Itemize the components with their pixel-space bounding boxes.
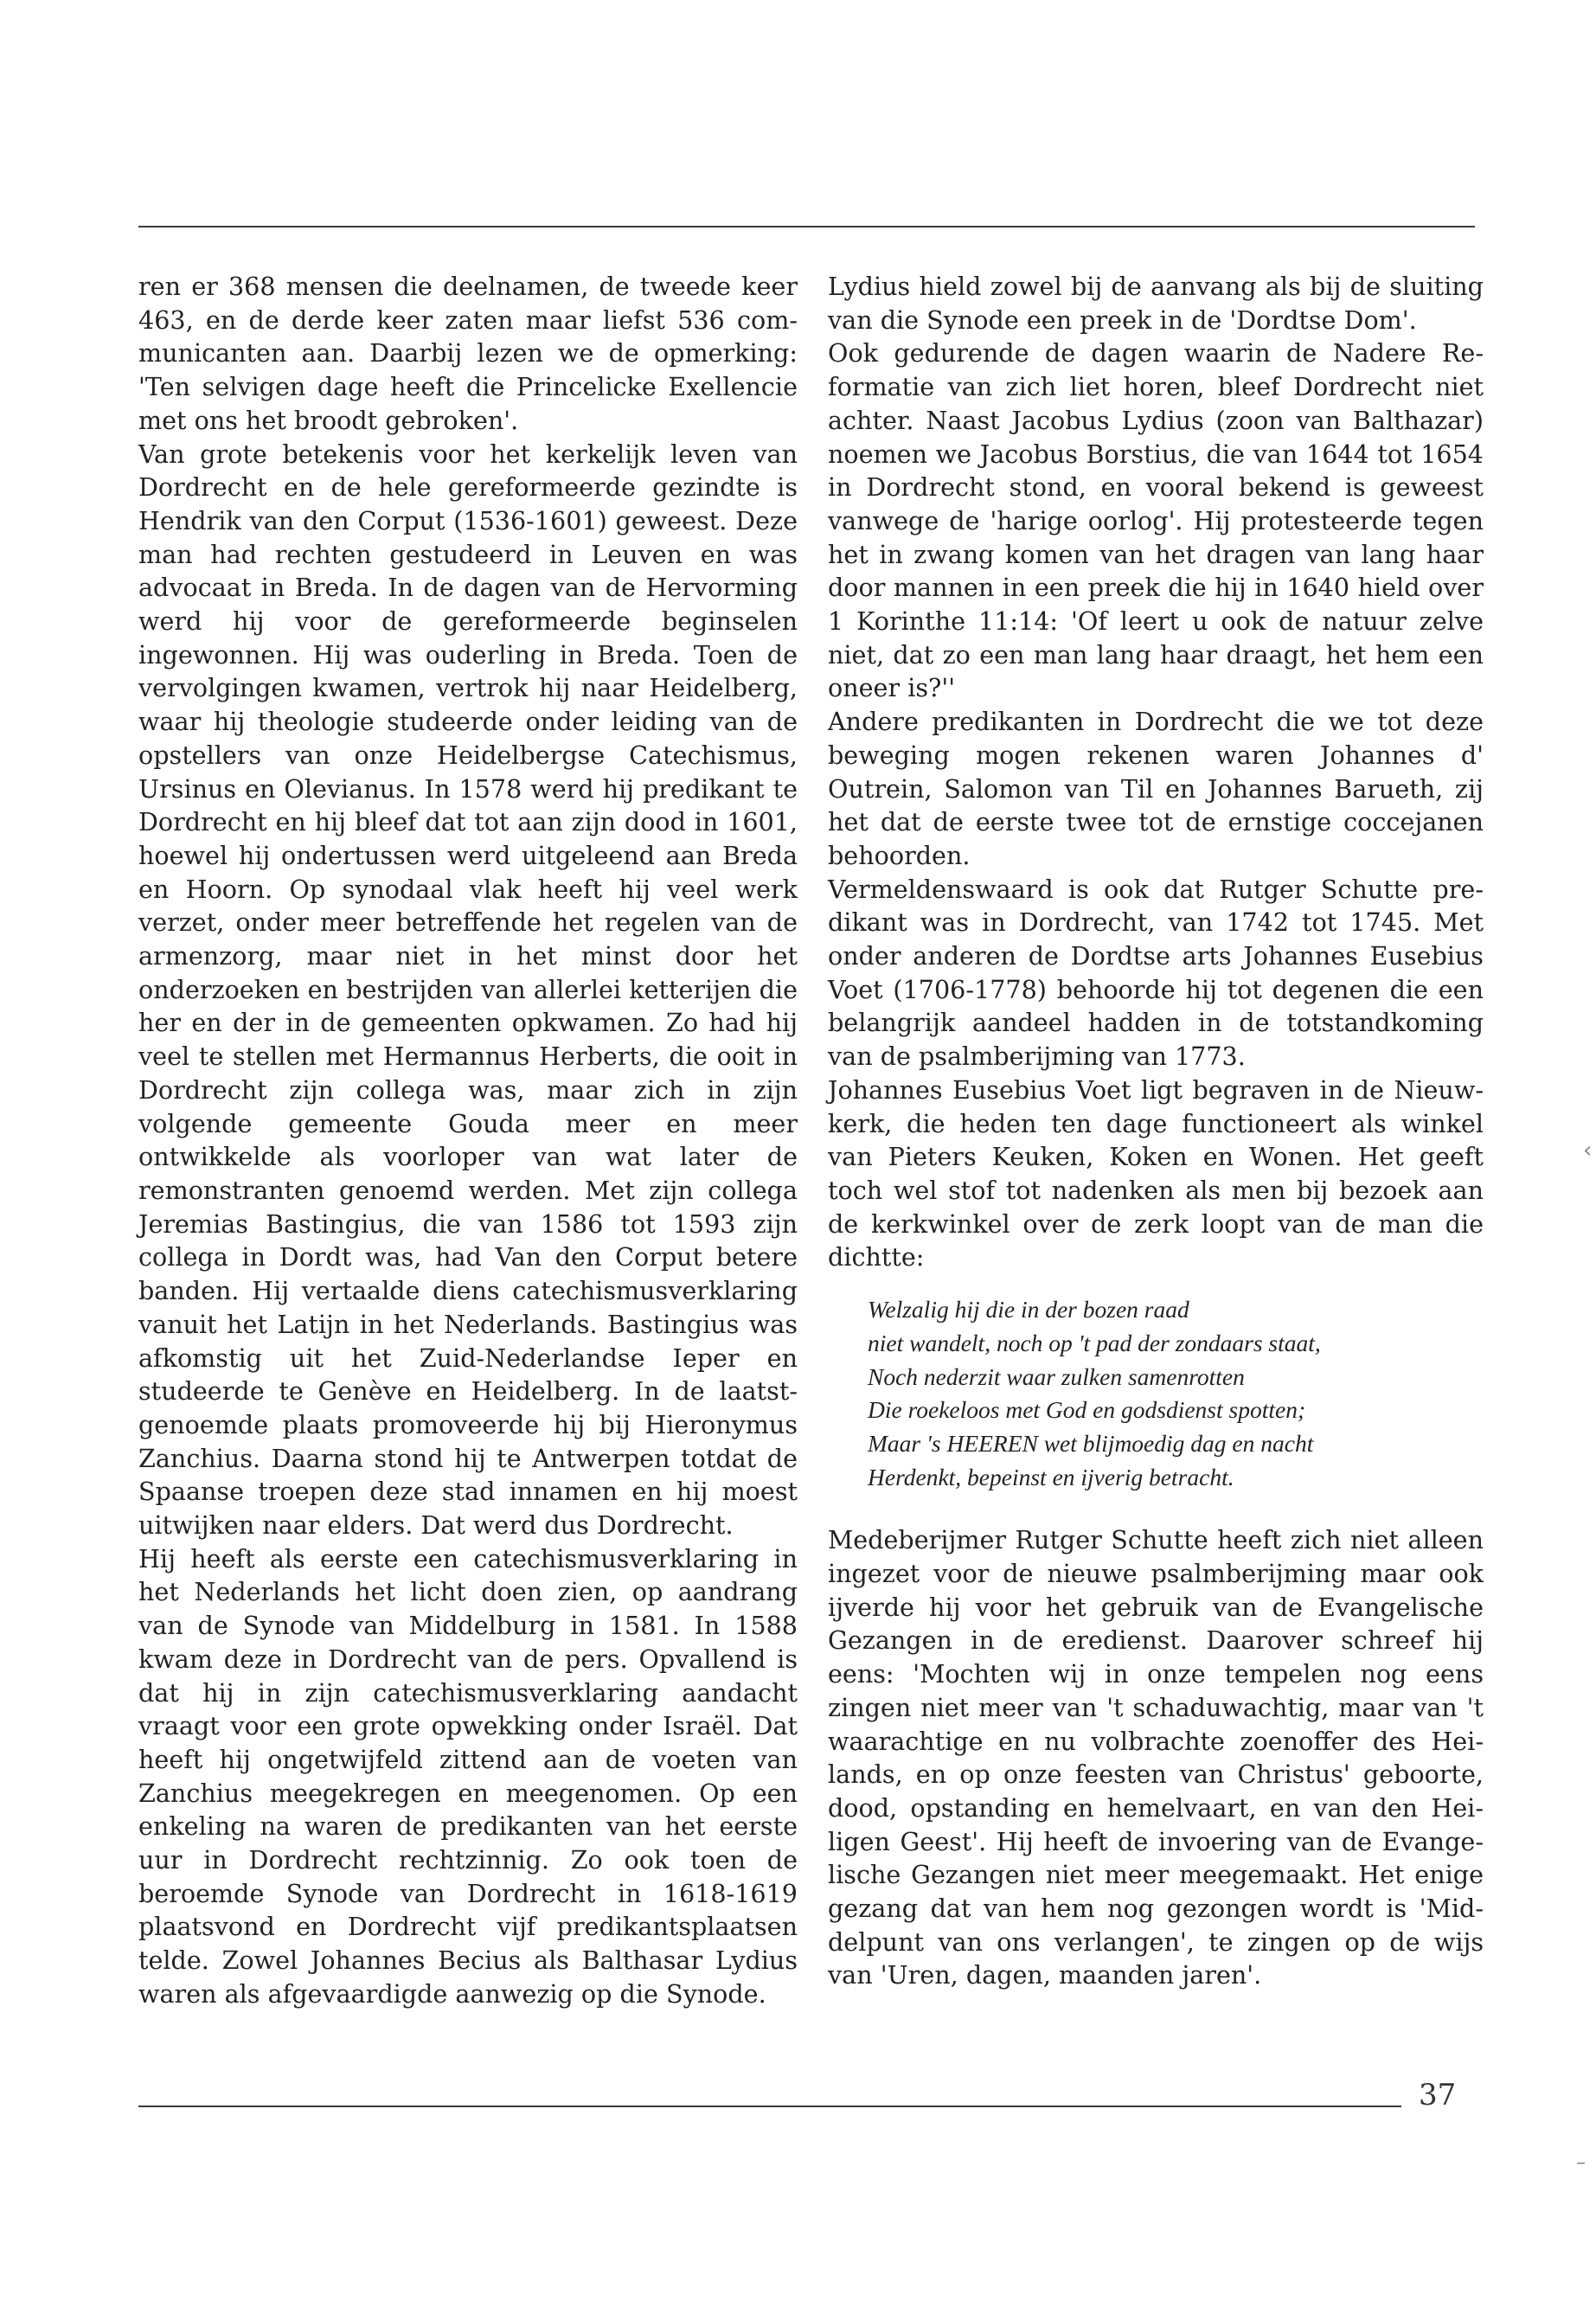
left-paragraph-3: Hij heeft als eerste een catechismusverklaring in het Nederlands het licht doen zien, op aandrang van de Synode van Middelburg in 1581. In 1588 kwam deze in Dordrecht van de pers. Opvallend is dat hij in zijn catechismusverklaring aandacht vraagt voor een grote opwekking onder Israël. Dat heeft hij ongetwijfeld zittend aan de voeten van Zanchius meegekregen en meegenomen. Op een enkeling na waren de predikanten van het eerste uur in Dordrecht rechtzinnig. Zo ook toen de beroemde Synode van Dordrecht in 1618-1619 plaatsvond en Dordrecht vijf predikantsplaatsen telde. Zowel Johannes Becius als Balthasar Lydius waren als afgevaardigde aanwezig op die Synode.: [138, 1543, 798, 2009]
margin-dash-icon: –: [1576, 2152, 1586, 2174]
left-paragraph-1: ren er 368 mensen die deelnamen, de tweede keer 463, en de derde keer zaten maar liefst 536 communicanten aan. Daarbij lezen we de opmerking: 'Ten selvigen dage heeft die Princelicke Exellencie met ons het broodt gebroken'.: [138, 272, 798, 435]
header-rule: [138, 226, 1475, 228]
right-paragraph-1: Lydius hield zowel bij de aanvang als bij de sluiting van die Synode een preek in de 'Dordtse Dom'.: [828, 272, 1484, 335]
poem-line: Die roekeloos met God en godsdienst spotten;: [868, 1396, 1306, 1424]
poem-line: Noch nederzit waar zulken samenrotten: [868, 1362, 1245, 1390]
right-text-column: [828, 270, 1484, 1992]
right-paragraph-5: Johannes Eusebius Voet ligt begraven in de Nieuwkerk, die heden ten dage functioneert als winkel van Pieters Keuken, Koken en Wonen. Het geeft toch wel stof tot nadenken als men bij bezoek aan de kerkwinkel over de zerk loopt van de man die dichtte:: [828, 1074, 1484, 1272]
page-number: 37: [1419, 2078, 1457, 2112]
right-paragraph-2: Ook gedurende de dagen waarin de Nadere Reformatie van zich liet horen, bleef Dordrecht niet achter. Naast Jacobus Lydius (zoon van Balthazar) noemen we Jacobus Borstius, die van 1644 tot 1654 in Dordrecht stond, en vooral bekend is geweest vanwege de 'harige oorlog'. Hij protesteerde tegen het in zwang komen van het dragen van lang haar door mannen in een preek die hij in 1640 hield over 1 Korinthe 11:14: 'Of leert u ook de natuur zelve niet, dat zo een man lang haar draagt, het hem een oneer is?'': [828, 338, 1484, 703]
left-paragraph-2: Van grote betekenis voor het kerkelijk leven van Dordrecht en de hele gereformeerde gezindte is Hendrik van den Corput (1536-1601) geweest. Deze man had rechten gestudeerd in Leuven en was advocaat in Breda. In de dagen van de Hervorming werd hij voor de gereformeerde beginselen ingewonnen. Hij was ouderling in Breda. Toen de vervolgingen kwamen, vertrok hij naar Heidelberg, waar hij theologie studeerde onder leiding van de opstellers van onze Heidelbergse Catechismus, Ursinus en Olevianus. In 1578 werd hij predikant te Dordrecht en hij bleef dat tot aan zijn dood in 1601, hoewel hij ondertussen werd uitgeleend aan Breda en Hoorn. Op synodaal vlak heeft hij veel werk verzet, onder meer betreffende het regelen van de armenzorg, maar niet in het minst door het onderzoeken en bestrijden van allerlei ketterijen die her en der in de gemeenten opkwamen. Zo had hij veel te stellen met Hermannus Herberts, die ooit in Dordrecht zijn collega was, maar zich in zijn volgende gemeente Gouda meer en meer ontwikkelde als voorloper van wat later de remonstranten genoemd werden. Met zijn collega Jeremias Bastingius, die van 1586 tot 1593 zijn collega in Dordt was, had Van den Corput betere banden. Hij vertaalde diens catechismusverklaring vanuit het Latijn in het Nederlands. Bastingius was afkomstig uit het Zuid-Nederlandse Ieper en studeerde te Genève en Heidelberg. In de laatstgenoemde plaats promoveerde hij bij Hieronymus Zanchius. Daarna stond hij te Antwerpen totdat de Spaanse troepen deze stad innamen en hij moest uitwijken naar elders. Dat werd dus Dordrecht.: [138, 439, 798, 1541]
psalm-quote: [868, 1293, 1484, 1494]
poem-line: Herdenkt, bepeinst en ijverig betracht.: [868, 1463, 1234, 1490]
right-paragraph-3: Andere predikanten in Dordrecht die we tot deze beweging mogen rekenen waren Johannes d' Outrein, Salomon van Til en Johannes Barueth, zij het dat de eerste twee tot de ernstige coccejanen behoorden.: [828, 707, 1484, 870]
closing-paragraph: Medeberijmer Rutger Schutte heeft zich niet alleen ingezet voor de nieuwe psalmberijming maar ook ijverde hij voor het gebruik van de Evangelische Gezangen in de eredienst. Daarover schreef hij eens: 'Mochten wij in onze tempelen nog eens zingen niet meer van 't schaduwachtig, maar van 't waarachtige en nu volbrachte zoenoffer des Heilands, en op onze feesten van Christus' geboorte, dood, opstanding en hemelvaart, en van den Heiligen Geest'. Hij heeft de invoering van de Evangelische Gezangen niet meer meegemaakt. Het enige gezang dat van hem nog gezongen wordt is 'Middelpunt van ons verlangen', te zingen op de wijs van 'Uren, dagen, maanden jaren'.: [828, 1525, 1484, 1990]
poem-line: Maar 's HEEREN wet blijmoedig dag en nacht: [868, 1429, 1314, 1457]
right-paragraph-4: Vermeldenswaard is ook dat Rutger Schutte predikant was in Dordrecht, van 1742 tot 1745. Met onder anderen de Dordtse arts Johannes Eusebius Voet (1706-1778) behoorde hij tot degenen die een belangrijk aandeel hadden in de totstandkoming van de psalmberijming van 1773.: [828, 874, 1484, 1072]
footer-rule: [138, 2106, 1401, 2107]
margin-bracket-icon: ‹: [1583, 1138, 1593, 1163]
poem-line: niet wandelt, noch op 't pad der zondaars staat,: [868, 1329, 1321, 1356]
left-text-column: [138, 270, 798, 2011]
poem-line: Welzalig hij die in der bozen raad: [868, 1296, 1189, 1324]
